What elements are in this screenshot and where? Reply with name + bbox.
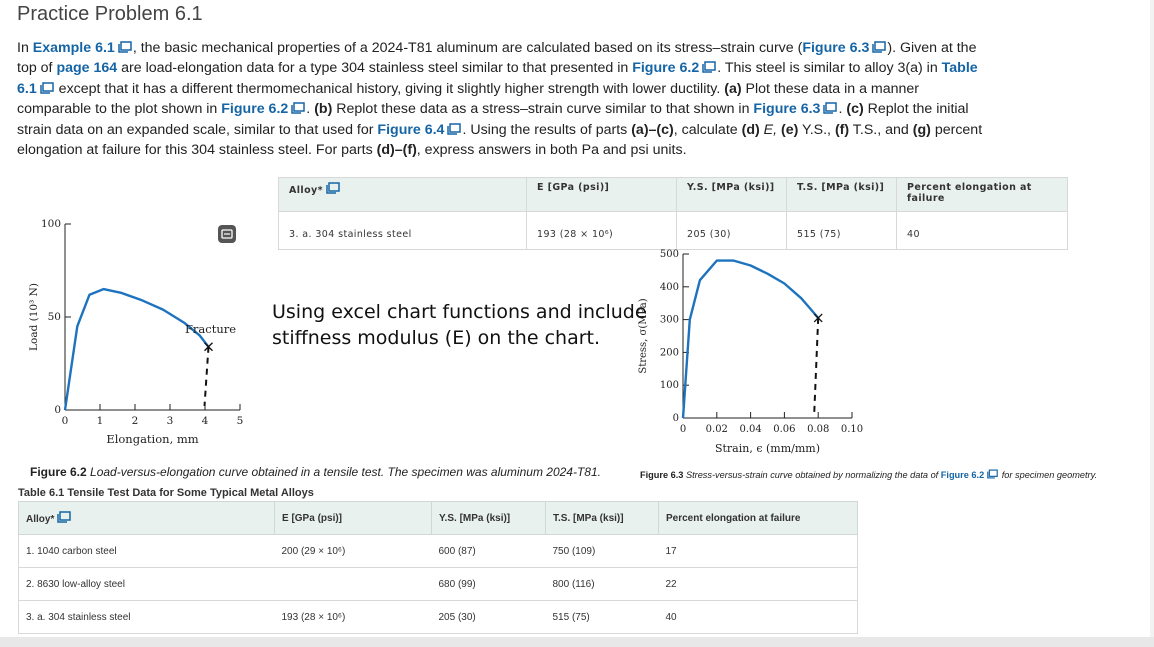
problem-text: are load-elongation data for a type 304 stainless steel similar to that presented in	[117, 60, 633, 77]
caption-label: Figure 6.2	[30, 465, 87, 479]
caption-text: Load-versus-elongation curve obtained in a tensile test. The specimen was aluminum 2024-T81.	[86, 465, 601, 479]
col-ys: Y.S. [MPa (ksi)]	[432, 502, 546, 535]
link-figure-6-3[interactable]: Figure 6.3	[753, 101, 821, 118]
col-elongation: Percent elongation at failure	[897, 178, 1068, 212]
problem-text: . This steel is similar to alloy 3(a) in	[717, 60, 942, 77]
problem-text: , the basic mechanical properties of a 2024-T81 aluminum are calculated based on its stress–strain curve (	[132, 40, 803, 56]
note-line: Using excel chart functions and include	[272, 301, 647, 323]
link-table-6-1[interactable]: Table 6.1	[17, 60, 978, 97]
x-axis-label: Strain, ϵ (mm/mm)	[714, 442, 821, 455]
x-tick-label: 1	[96, 415, 104, 427]
part-label: (a)	[724, 80, 742, 97]
problem-text: Y.S.,	[798, 121, 835, 138]
col-alloy	[19, 502, 275, 535]
col-alloy	[279, 178, 527, 212]
col-elongation: Percent elongation at failure	[659, 502, 858, 535]
external-link-icon[interactable]	[987, 469, 998, 479]
external-link-icon[interactable]	[40, 82, 54, 94]
cell-e: 193 (28 × 10⁶)	[275, 601, 432, 634]
cell-ts: 515 (75)	[546, 601, 659, 634]
y-tick-label: 0	[672, 413, 679, 424]
cell-e	[275, 568, 432, 601]
cell-ts: 750 (109)	[546, 535, 659, 568]
image-icon	[218, 225, 236, 243]
cell-ys: 680 (99)	[432, 568, 546, 601]
note-text	[272, 299, 647, 351]
scrollbar-track[interactable]	[1150, 0, 1154, 647]
problem-text: ). Given at the top of	[17, 40, 977, 77]
x-axis-label: Elongation, mm	[106, 432, 199, 446]
external-link-icon[interactable]	[326, 182, 340, 194]
cell-elongation: 40	[659, 601, 858, 634]
fracture-label: Fracture	[184, 321, 237, 336]
y-axis-label: Load (10³ N)	[28, 283, 40, 351]
problem-text: Plot these data in a manner comparable to the plot shown in	[17, 80, 920, 118]
problem-text: except that it has a different thermomechanical history, giving it slightly higher strength with lower ductility.	[54, 80, 725, 97]
x-tick-label: 0	[61, 415, 69, 427]
y-axis-label: Stress, σ(MPa)	[638, 298, 649, 374]
figure-6-2-chart	[25, 210, 265, 455]
x-tick-label: 0	[679, 424, 687, 435]
link-page-164[interactable]: page 164	[56, 60, 118, 77]
col-ts: T.S. [MPa (ksi)]	[546, 502, 659, 535]
cell-alloy: 1. 1040 carbon steel	[19, 535, 275, 568]
y-tick-label: 100	[659, 380, 679, 392]
problem-text: E,	[759, 121, 782, 138]
y-tick-label: 50	[47, 311, 61, 323]
part-label: (g)	[912, 121, 931, 138]
part-label: (e)	[781, 121, 799, 138]
problem-text: . Using the results of parts	[462, 121, 632, 138]
x-tick-label: 0.04	[739, 424, 762, 435]
cell-e: 200 (29 × 10⁶)	[275, 535, 432, 568]
problem-text: .	[306, 101, 315, 118]
cell-elongation: 22	[659, 568, 858, 601]
link-figure-6-3[interactable]: Figure 6.3	[802, 40, 870, 56]
y-tick-label: 300	[659, 314, 679, 326]
col-ys: Y.S. [MPa (ksi)]	[677, 178, 787, 212]
link-figure-6-4[interactable]: Figure 6.4	[377, 121, 445, 138]
caption-label: Figure 6.3	[640, 470, 684, 480]
x-tick-label: 4	[201, 415, 209, 427]
figure-6-2-caption	[30, 465, 601, 479]
col-e: E [GPa (psi)]	[275, 502, 432, 535]
y-tick-label: 100	[40, 218, 61, 230]
table-row	[19, 601, 858, 634]
x-tick-label: 5	[236, 415, 244, 427]
x-tick-label: 0.02	[705, 424, 728, 435]
part-label: (f)	[834, 121, 850, 138]
external-link-icon[interactable]	[57, 511, 71, 523]
problem-text: .	[838, 101, 847, 118]
horizontal-scrollbar[interactable]	[0, 637, 1154, 647]
link-example-6-1[interactable]: Example 6.1	[32, 40, 115, 56]
part-label: (a)–(c)	[631, 121, 674, 138]
caption-text: Stress-versus-strain curve obtained by normalizing the data of	[683, 470, 941, 480]
cell-e: 193 (28 × 10⁶)	[527, 220, 677, 250]
external-link-icon[interactable]	[872, 41, 886, 53]
figure-expand-button[interactable]	[218, 225, 236, 243]
note-line: stiffness modulus (E) on the chart.	[272, 327, 601, 349]
x-tick-label: 3	[166, 415, 174, 427]
problem-text: T.S., and	[849, 121, 913, 138]
cell-alloy: 3. a. 304 stainless steel	[19, 601, 275, 634]
cell-ts: 515 (75)	[787, 220, 897, 250]
x-tick-label: 0.06	[773, 424, 796, 435]
cell-ys: 205 (30)	[432, 601, 546, 634]
table-6-1	[18, 501, 858, 634]
external-link-icon[interactable]	[447, 123, 461, 135]
table-row	[19, 568, 858, 601]
problem-text: In	[17, 40, 33, 56]
problem-text: Replot the initial strain data on an expanded scale, similar to that used for	[17, 101, 969, 138]
external-link-icon[interactable]	[118, 41, 132, 53]
part-label: (d)–(f)	[376, 142, 417, 159]
cell-elongation: 40	[897, 220, 1068, 250]
part-label: (d)	[741, 121, 760, 138]
problem-text: , express answers in both Pa and psi units.	[416, 142, 687, 159]
cell-alloy: 2. 8630 low-alloy steel	[19, 568, 275, 601]
figure-6-3-chart	[632, 240, 892, 462]
y-tick-label: 200	[659, 347, 679, 359]
data-series-line	[683, 261, 818, 418]
page-title: Practice Problem 6.1	[17, 3, 203, 25]
cell-ys: 205 (30)	[677, 220, 787, 250]
col-e: E [GPa (psi)]	[527, 178, 677, 212]
problem-statement	[17, 38, 992, 160]
external-link-icon[interactable]	[291, 102, 305, 114]
cell-ys: 600 (87)	[432, 535, 546, 568]
caption-text: for specimen geometry.	[999, 470, 1098, 480]
link-figure-6-2[interactable]: Figure 6.2	[221, 101, 289, 118]
x-tick-label: 0.10	[840, 424, 864, 435]
y-tick-label: 0	[54, 404, 61, 416]
link-figure-6-2[interactable]: Figure 6.2	[940, 470, 985, 480]
header-text: Alloy*	[289, 185, 323, 196]
cell-ts: 800 (116)	[546, 568, 659, 601]
table-6-1-caption: Table 6.1 Tensile Test Data for Some Typical Metal Alloys	[18, 487, 314, 499]
table-row	[19, 535, 858, 568]
part-label: (c)	[846, 101, 864, 118]
fracture-line	[205, 347, 209, 406]
link-figure-6-2[interactable]: Figure 6.2	[632, 60, 700, 77]
x-tick-label: 2	[131, 415, 139, 427]
figure-6-3-caption	[640, 469, 1097, 480]
x-tick-label: 0.08	[807, 424, 830, 435]
data-series-line	[65, 289, 209, 410]
y-tick-label: 500	[659, 249, 679, 260]
col-ts: T.S. [MPa (ksi)]	[787, 178, 897, 212]
cell-alloy: 3. a. 304 stainless steel	[279, 220, 527, 250]
fracture-line	[814, 318, 818, 414]
part-label: (b)	[314, 101, 333, 118]
external-link-icon[interactable]	[823, 102, 837, 114]
problem-text: Replot these data as a stress–strain curve similar to that shown in	[332, 101, 754, 118]
y-tick-label: 400	[659, 281, 679, 293]
external-link-icon[interactable]	[702, 61, 716, 73]
cell-elongation: 17	[659, 535, 858, 568]
problem-text: percent elongation at failure for this 304 stainless steel. For parts	[17, 121, 983, 159]
header-text: Alloy*	[26, 514, 55, 525]
problem-text: , calculate	[673, 121, 742, 138]
